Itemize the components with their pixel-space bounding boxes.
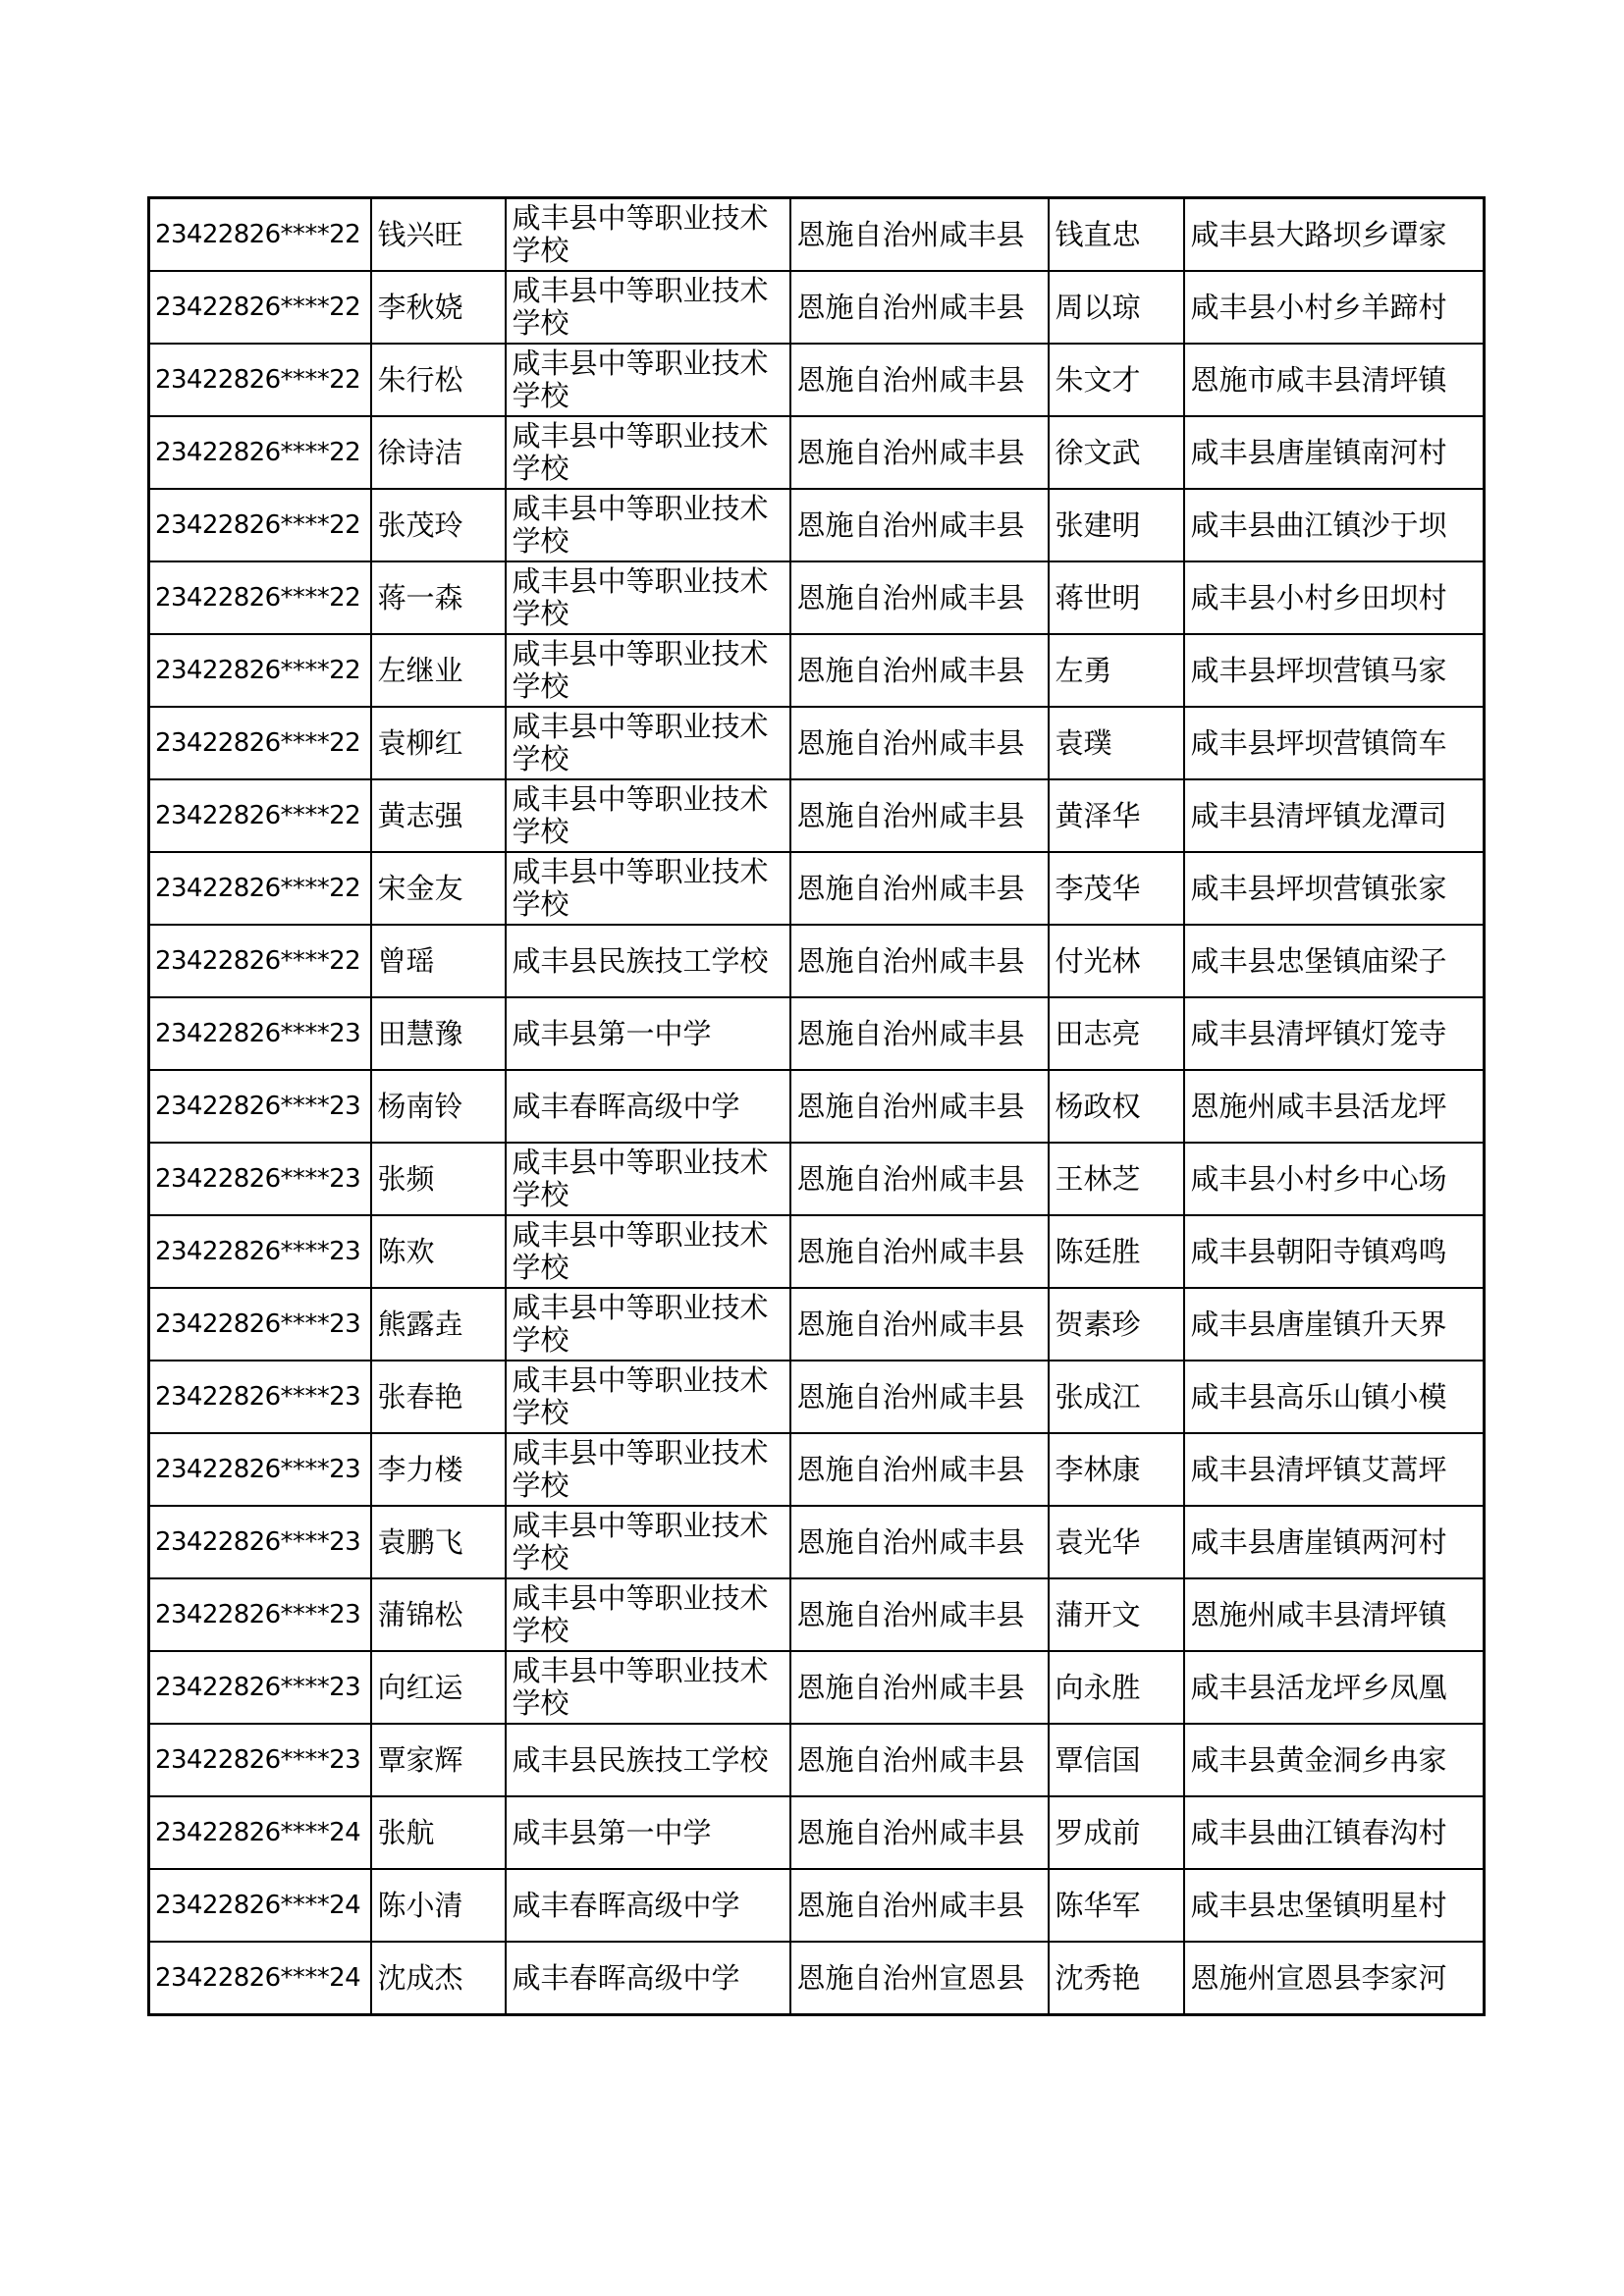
table-row [149,634,1485,707]
student-name-cell: 张茂玲 [371,489,506,561]
student-name-cell: 李秋娆 [371,271,506,344]
table-row [149,1869,1485,1942]
id-number-cell: 23422826****22 [149,489,371,561]
region-cell: 恩施自治州咸丰县 [790,1651,1049,1724]
address-cell: 恩施州咸丰县清坪镇 [1184,1578,1485,1651]
region-cell: 恩施自治州咸丰县 [790,1796,1049,1869]
student-name-cell: 沈成杰 [371,1942,506,2015]
address-cell: 咸丰县清坪镇灯笼寺 [1184,997,1485,1070]
student-name-cell: 左继业 [371,634,506,707]
guardian-name-cell: 蒲开文 [1049,1578,1184,1651]
student-name-cell: 蒲锦松 [371,1578,506,1651]
region-cell: 恩施自治州咸丰县 [790,416,1049,489]
school-cell: 咸丰县第一中学 [506,997,790,1070]
guardian-name-cell: 覃信国 [1049,1724,1184,1796]
school-cell: 咸丰县中等职业技术学校 [506,1506,790,1578]
table-row [149,1942,1485,2015]
table-row [149,779,1485,852]
guardian-name-cell: 周以琼 [1049,271,1184,344]
student-record-table [147,196,1486,2016]
student-name-cell: 张频 [371,1143,506,1215]
id-number-cell: 23422826****23 [149,1070,371,1143]
guardian-name-cell: 左勇 [1049,634,1184,707]
address-cell: 恩施州咸丰县活龙坪 [1184,1070,1485,1143]
region-cell: 恩施自治州咸丰县 [790,1143,1049,1215]
guardian-name-cell: 黄泽华 [1049,779,1184,852]
guardian-name-cell: 陈华军 [1049,1869,1184,1942]
school-cell: 咸丰县第一中学 [506,1796,790,1869]
id-number-cell: 23422826****23 [149,1724,371,1796]
student-name-cell: 徐诗洁 [371,416,506,489]
id-number-cell: 23422826****22 [149,852,371,925]
address-cell: 咸丰县小村乡羊蹄村 [1184,271,1485,344]
address-cell: 咸丰县忠堡镇明星村 [1184,1869,1485,1942]
address-cell: 咸丰县清坪镇艾蒿坪 [1184,1433,1485,1506]
school-cell: 咸丰县中等职业技术学校 [506,707,790,779]
id-number-cell: 23422826****23 [149,997,371,1070]
region-cell: 恩施自治州咸丰县 [790,198,1049,272]
region-cell: 恩施自治州咸丰县 [790,634,1049,707]
table-row [149,1796,1485,1869]
id-number-cell: 23422826****23 [149,1361,371,1433]
region-cell: 恩施自治州咸丰县 [790,1288,1049,1361]
school-cell: 咸丰县中等职业技术学校 [506,416,790,489]
address-cell: 咸丰县唐崖镇升天界 [1184,1288,1485,1361]
address-cell: 咸丰县小村乡田坝村 [1184,561,1485,634]
guardian-name-cell: 李林康 [1049,1433,1184,1506]
school-cell: 咸丰县中等职业技术学校 [506,344,790,416]
student-name-cell: 宋金友 [371,852,506,925]
school-cell: 咸丰县中等职业技术学校 [506,1215,790,1288]
region-cell: 恩施自治州咸丰县 [790,344,1049,416]
guardian-name-cell: 袁璞 [1049,707,1184,779]
region-cell: 恩施自治州咸丰县 [790,1361,1049,1433]
guardian-name-cell: 沈秀艳 [1049,1942,1184,2015]
school-cell: 咸丰县中等职业技术学校 [506,489,790,561]
id-number-cell: 23422826****23 [149,1506,371,1578]
student-name-cell: 蒋一森 [371,561,506,634]
address-cell: 咸丰县唐崖镇两河村 [1184,1506,1485,1578]
school-cell: 咸丰县中等职业技术学校 [506,271,790,344]
id-number-cell: 23422826****24 [149,1942,371,2015]
address-cell: 咸丰县大路坝乡谭家 [1184,198,1485,272]
address-cell: 咸丰县清坪镇龙潭司 [1184,779,1485,852]
table-row [149,997,1485,1070]
region-cell: 恩施自治州咸丰县 [790,1869,1049,1942]
address-cell: 咸丰县唐崖镇南河村 [1184,416,1485,489]
guardian-name-cell: 田志亮 [1049,997,1184,1070]
guardian-name-cell: 朱文才 [1049,344,1184,416]
region-cell: 恩施自治州咸丰县 [790,779,1049,852]
table-row [149,1651,1485,1724]
table-body [149,198,1485,2015]
region-cell: 恩施自治州宣恩县 [790,1942,1049,2015]
school-cell: 咸丰县中等职业技术学校 [506,1143,790,1215]
school-cell: 咸丰县中等职业技术学校 [506,1288,790,1361]
guardian-name-cell: 陈廷胜 [1049,1215,1184,1288]
id-number-cell: 23422826****22 [149,707,371,779]
school-cell: 咸丰县民族技工学校 [506,1724,790,1796]
address-cell: 咸丰县坪坝营镇张家 [1184,852,1485,925]
region-cell: 恩施自治州咸丰县 [790,997,1049,1070]
table-row [149,1578,1485,1651]
table-row [149,198,1485,272]
student-name-cell: 袁鹏飞 [371,1506,506,1578]
address-cell: 咸丰县曲江镇春沟村 [1184,1796,1485,1869]
student-name-cell: 曾瑶 [371,925,506,997]
table-row [149,1143,1485,1215]
id-number-cell: 23422826****23 [149,1143,371,1215]
id-number-cell: 23422826****23 [149,1651,371,1724]
school-cell: 咸丰县中等职业技术学校 [506,1361,790,1433]
school-cell: 咸丰县中等职业技术学校 [506,561,790,634]
guardian-name-cell: 李茂华 [1049,852,1184,925]
region-cell: 恩施自治州咸丰县 [790,852,1049,925]
address-cell: 咸丰县坪坝营镇马家 [1184,634,1485,707]
region-cell: 恩施自治州咸丰县 [790,489,1049,561]
school-cell: 咸丰春晖高级中学 [506,1869,790,1942]
address-cell: 咸丰县小村乡中心场 [1184,1143,1485,1215]
student-name-cell: 黄志强 [371,779,506,852]
id-number-cell: 23422826****22 [149,925,371,997]
id-number-cell: 23422826****23 [149,1433,371,1506]
guardian-name-cell: 杨政权 [1049,1070,1184,1143]
guardian-name-cell: 徐文武 [1049,416,1184,489]
guardian-name-cell: 蒋世明 [1049,561,1184,634]
table-row [149,1070,1485,1143]
student-name-cell: 陈欢 [371,1215,506,1288]
school-cell: 咸丰春晖高级中学 [506,1942,790,2015]
address-cell: 咸丰县曲江镇沙于坝 [1184,489,1485,561]
student-name-cell: 熊露垚 [371,1288,506,1361]
school-cell: 咸丰县中等职业技术学校 [506,852,790,925]
region-cell: 恩施自治州咸丰县 [790,561,1049,634]
table-row [149,344,1485,416]
student-name-cell: 钱兴旺 [371,198,506,272]
guardian-name-cell: 付光林 [1049,925,1184,997]
address-cell: 咸丰县活龙坪乡凤凰 [1184,1651,1485,1724]
guardian-name-cell: 罗成前 [1049,1796,1184,1869]
region-cell: 恩施自治州咸丰县 [790,1070,1049,1143]
school-cell: 咸丰县中等职业技术学校 [506,1651,790,1724]
guardian-name-cell: 袁光华 [1049,1506,1184,1578]
school-cell: 咸丰春晖高级中学 [506,1070,790,1143]
school-cell: 咸丰县中等职业技术学校 [506,1578,790,1651]
student-name-cell: 张春艳 [371,1361,506,1433]
id-number-cell: 23422826****24 [149,1869,371,1942]
table-row [149,1433,1485,1506]
table-row [149,1361,1485,1433]
region-cell: 恩施自治州咸丰县 [790,1433,1049,1506]
address-cell: 咸丰县忠堡镇庙梁子 [1184,925,1485,997]
address-cell: 咸丰县高乐山镇小模 [1184,1361,1485,1433]
student-name-cell: 田慧豫 [371,997,506,1070]
region-cell: 恩施自治州咸丰县 [790,925,1049,997]
region-cell: 恩施自治州咸丰县 [790,707,1049,779]
address-cell: 咸丰县黄金洞乡冉家 [1184,1724,1485,1796]
address-cell: 咸丰县坪坝营镇筒车 [1184,707,1485,779]
student-name-cell: 杨南铃 [371,1070,506,1143]
student-name-cell: 覃家辉 [371,1724,506,1796]
table-row [149,852,1485,925]
id-number-cell: 23422826****24 [149,1796,371,1869]
address-cell: 恩施市咸丰县清坪镇 [1184,344,1485,416]
student-name-cell: 袁柳红 [371,707,506,779]
school-cell: 咸丰县中等职业技术学校 [506,1433,790,1506]
id-number-cell: 23422826****22 [149,561,371,634]
guardian-name-cell: 王林芝 [1049,1143,1184,1215]
student-name-cell: 陈小清 [371,1869,506,1942]
table-row [149,489,1485,561]
table-row [149,1215,1485,1288]
id-number-cell: 23422826****23 [149,1578,371,1651]
table-row [149,925,1485,997]
id-number-cell: 23422826****23 [149,1288,371,1361]
student-name-cell: 向红运 [371,1651,506,1724]
id-number-cell: 23422826****22 [149,634,371,707]
guardian-name-cell: 贺素珍 [1049,1288,1184,1361]
school-cell: 咸丰县中等职业技术学校 [506,634,790,707]
guardian-name-cell: 张建明 [1049,489,1184,561]
address-cell: 恩施州宣恩县李家河 [1184,1942,1485,2015]
region-cell: 恩施自治州咸丰县 [790,1724,1049,1796]
student-name-cell: 李力楼 [371,1433,506,1506]
school-cell: 咸丰县中等职业技术学校 [506,198,790,272]
table-row [149,561,1485,634]
region-cell: 恩施自治州咸丰县 [790,1215,1049,1288]
guardian-name-cell: 张成江 [1049,1361,1184,1433]
region-cell: 恩施自治州咸丰县 [790,271,1049,344]
region-cell: 恩施自治州咸丰县 [790,1506,1049,1578]
guardian-name-cell: 向永胜 [1049,1651,1184,1724]
id-number-cell: 23422826****23 [149,1215,371,1288]
id-number-cell: 23422826****22 [149,198,371,272]
address-cell: 咸丰县朝阳寺镇鸡鸣 [1184,1215,1485,1288]
table-row [149,1724,1485,1796]
school-cell: 咸丰县民族技工学校 [506,925,790,997]
table-row [149,416,1485,489]
table-row [149,1506,1485,1578]
table-row [149,707,1485,779]
table-row [149,1288,1485,1361]
id-number-cell: 23422826****22 [149,344,371,416]
region-cell: 恩施自治州咸丰县 [790,1578,1049,1651]
table-row [149,271,1485,344]
student-name-cell: 张航 [371,1796,506,1869]
school-cell: 咸丰县中等职业技术学校 [506,779,790,852]
id-number-cell: 23422826****22 [149,271,371,344]
id-number-cell: 23422826****22 [149,416,371,489]
student-name-cell: 朱行松 [371,344,506,416]
id-number-cell: 23422826****22 [149,779,371,852]
guardian-name-cell: 钱直忠 [1049,198,1184,272]
